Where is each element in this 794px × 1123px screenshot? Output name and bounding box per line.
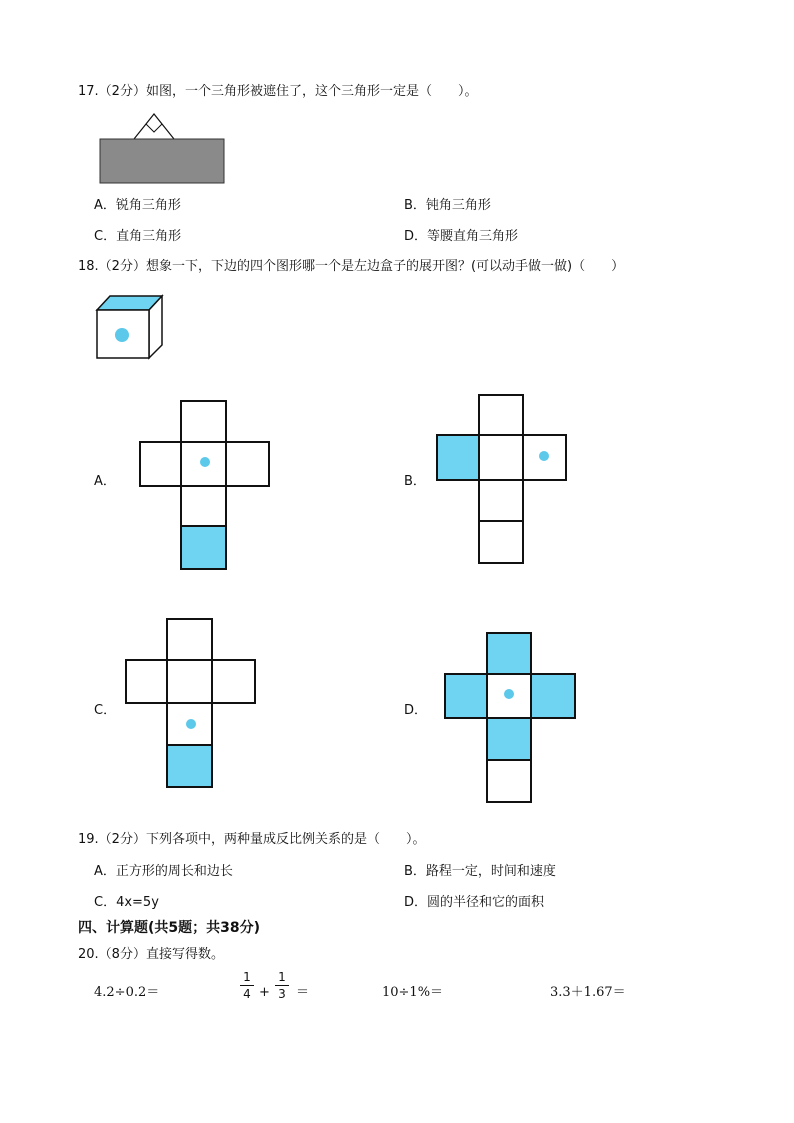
q19-stem: 19.（2分）下列各项中，两种量成反比例关系的是（ ）。 [78, 832, 426, 847]
q19-option-d[interactable]: D．圆的半径和它的面积 [404, 895, 545, 910]
q17-option-c[interactable]: C．直角三角形 [94, 229, 182, 244]
q18-option-b[interactable]: B． [404, 474, 426, 489]
right-angle-mark [146, 124, 162, 132]
q17-option-b[interactable]: B．钝角三角形 [404, 198, 491, 213]
q18-option-c[interactable]: C． [94, 703, 117, 718]
q20-expr-4: 3.3＋1.67＝ [550, 985, 626, 1000]
fraction-one-third [275, 970, 289, 1001]
q17-stem: 17.（2分）如图，一个三角形被遮住了，这个三角形一定是（ ）。 [78, 84, 478, 99]
fraction-denominator: 3 [278, 987, 286, 1001]
q20-expr-1: 4.2÷0.2＝ [94, 985, 160, 1000]
q18-stem: 18.（2分）想象一下，下边的四个图形哪一个是左边盒子的展开图？(可以动手做一做)（ ） [78, 259, 625, 274]
q20-expr-3: 10÷1%＝ [382, 985, 444, 1000]
equals-sign: ＝ [296, 985, 310, 1000]
q17-option-a[interactable]: A．锐角三角形 [94, 198, 181, 213]
cube-figure [97, 296, 162, 358]
cover-rectangle [100, 139, 224, 183]
q19-option-b[interactable]: B．路程一定，时间和速度 [404, 864, 556, 879]
q18-option-d[interactable]: D． [404, 703, 428, 718]
net-a [140, 401, 269, 569]
fraction-numerator: 1 [243, 970, 251, 984]
q17-option-d[interactable]: D．等腰直角三角形 [404, 229, 519, 244]
q18-option-a[interactable]: A． [94, 474, 116, 489]
hidden-triangle-top [134, 114, 174, 139]
net-d [445, 633, 575, 802]
q19-option-c[interactable]: C．4x=5y [94, 895, 159, 910]
q19-option-a[interactable]: A．正方形的周长和边长 [94, 864, 233, 879]
net-c [126, 619, 255, 787]
fraction-numerator: 1 [278, 970, 286, 984]
net-b [437, 395, 566, 563]
fraction-one-quarter [240, 970, 254, 1001]
fraction-denominator: 4 [243, 987, 251, 1001]
plus-sign: + [259, 985, 270, 1000]
q20-stem: 20.（8分）直接写得数。 [78, 947, 224, 962]
section-title: 四、计算题(共5题；共38分) [78, 920, 261, 936]
